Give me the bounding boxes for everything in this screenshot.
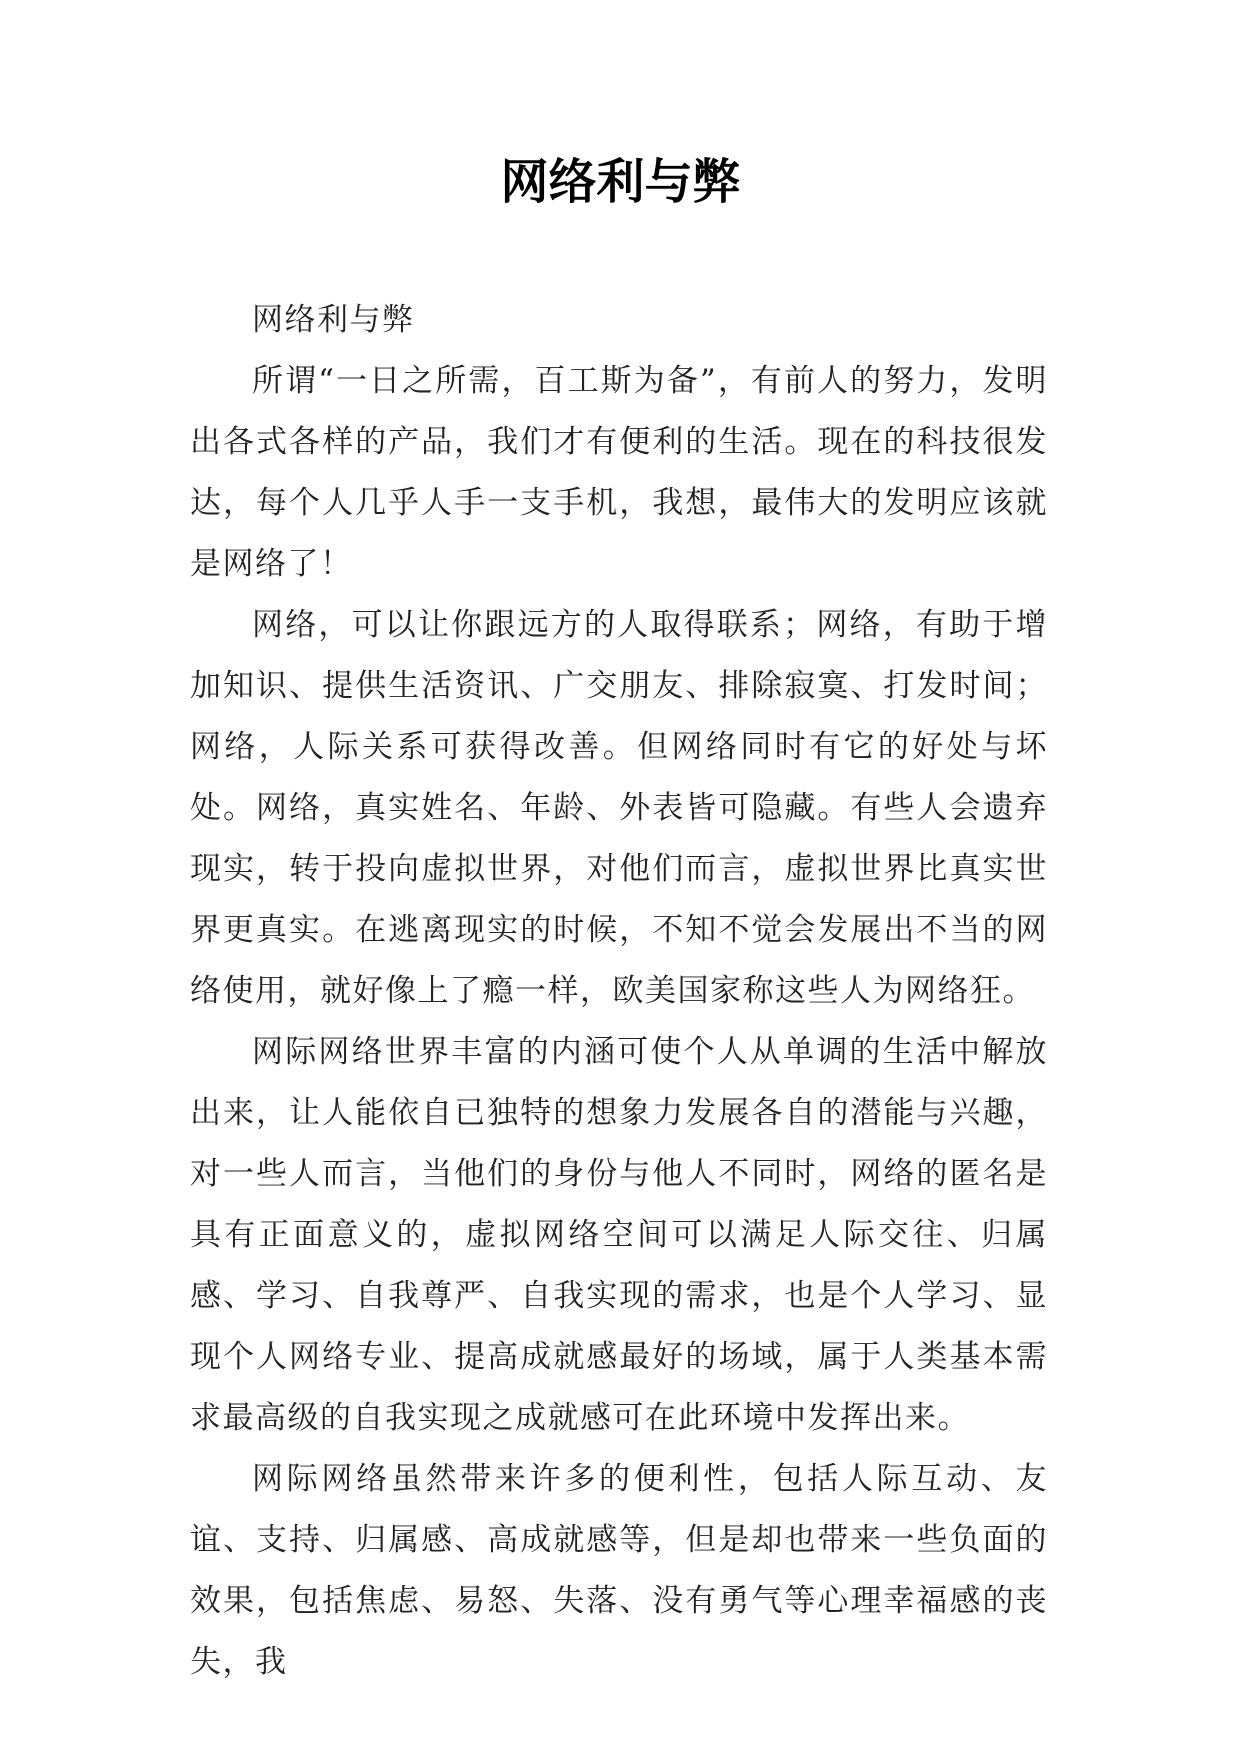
- paragraph: 所谓“一日之所需，百工斯为备”，有前人的努力，发明出各式各样的产品，我们才有便利的生活。现在的科技很发达，每个人几乎人手一支手机，我想，最伟大的发明应该就是网络了！: [190, 363, 1048, 582]
- paragraph: 网络，可以让你跟远方的人取得联系；网络，有助于增加知识、提供生活资讯、广交朋友、排除寂寞、打发时间；网络，人际关系可获得改善。但网络同时有它的好处与坏处。网络，真实姓名、年龄、外表皆可隐藏。有些人会遗弃现实，转于投向虚拟世界，对他们而言，虚拟世界比真实世界更真实。在逃离现实的时候，不知不觉会发展出不当的网络使用，就好像上了瘾一样，欧美国家称这些人为网络狂。: [190, 607, 1048, 1009]
- paragraph: 网际网络世界丰富的内涵可使个人从单调的生活中解放出来，让人能依自已独特的想象力发展各自的潜能与兴趣，对一些人而言，当他们的身份与他人不同时，网络的匿名是具有正面意义的，虚拟网络空间可以满足人际交往、归属感、学习、自我尊严、自我实现的需求，也是个人学习、显现个人网络专业、提高成就感最好的场域，属于人类基本需求最高级的自我实现之成就感可在此环境中发挥出来。: [190, 1034, 1048, 1436]
- paragraph: 网际网络虽然带来许多的便利性，包括人际互动、友谊、支持、归属感、高成就感等，但是却也带来一些负面的效果，包括焦虑、易怒、失落、没有勇气等心理幸福感的丧失，我: [190, 1461, 1048, 1680]
- paragraph-subtitle: 网络利与弊: [252, 302, 415, 338]
- document-title: 网络利与弊: [500, 154, 741, 210]
- document-body: [190, 290, 1048, 1693]
